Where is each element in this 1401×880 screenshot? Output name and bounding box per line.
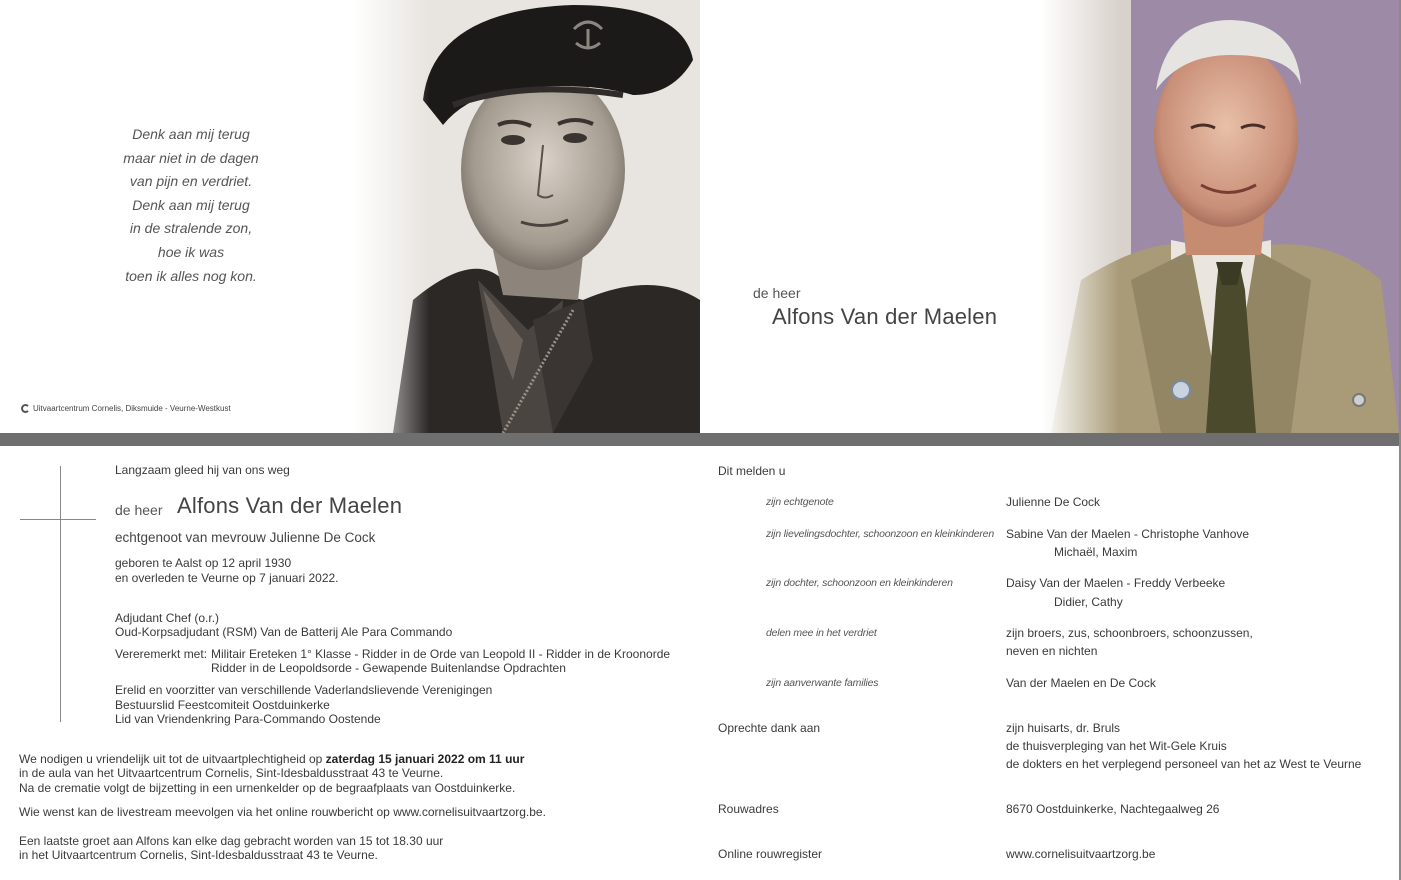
rank-line: Adjudant Chef (o.r.) — [115, 611, 220, 625]
family-member-names: Sabine Van der Maelen - Christophe Vanhove — [1006, 527, 1250, 541]
poem-line: van pijn en verdriet. — [129, 173, 253, 190]
ceremony-line-1 — [19, 752, 524, 766]
poem-line: Denk aan mij terug — [132, 126, 250, 142]
memorial-poem — [101, 123, 281, 288]
role-line: Erelid en voorzitter van verschillende Vaderlandslievende Verenigingen — [115, 683, 493, 697]
rank-line-2: Oud-Korpsadjudant (RSM) Van de Batterij Ale Para Commando — [115, 625, 453, 639]
thanks-line: de thuisverpleging van het Wit-Gele Kruis — [1006, 739, 1227, 753]
cross-icon-horizontal — [20, 519, 96, 520]
family-member-names: Daisy Van der Maelen - Freddy Verbeeke — [1006, 576, 1226, 590]
visit-line-2: in het Uitvaartcentrum Cornelis, Sint-Idesbaldusstraat 43 te Veurne. — [19, 848, 378, 862]
role-line: Bestuurslid Feestcomiteit Oostduinkerke — [115, 698, 330, 712]
funeral-home-name: Uitvaartcentrum Cornelis, Diksmuide - Veurne-Westkust — [33, 404, 231, 413]
cross-icon-vertical — [60, 466, 61, 722]
ceremony-date: zaterdag 15 januari 2022 om 11 uur — [325, 752, 525, 766]
birth-line: geboren te Aalst op 12 april 1930 — [115, 556, 292, 570]
thanks-label: Oprechte dank aan — [718, 721, 821, 735]
family-relation-label: zijn lievelingsdochter, schoonzoon en kleinkinderen — [766, 528, 994, 540]
poem-line: Denk aan mij terug — [132, 196, 250, 213]
portrait-color-illustration — [1041, 0, 1399, 433]
page-separator — [0, 433, 1401, 446]
register-label: Online rouwregister — [718, 847, 823, 861]
ceremony-intro: We nodigen u vriendelijk uit tot de uitvaartplechtigheid op — [19, 752, 326, 766]
family-relation-label: delen mee in het verdriet — [766, 627, 877, 639]
ceremony-line-2: in de aula van het Uitvaartcentrum Cornelis, Sint-Idesbaldusstraat 43 te Veurne. — [19, 766, 444, 780]
honours-line-1: Militair Ereteken 1° Klasse - Ridder in de Orde van Leopold II - Ridder in de Kroonorde — [211, 647, 671, 661]
cover-name: Alfons Van der Maelen — [772, 304, 998, 329]
register-link[interactable]: www.cornelisuitvaartzorg.be — [1006, 847, 1156, 861]
portrait-beret-illustration — [353, 0, 700, 433]
poem-line: toen ik alles nog kon. — [125, 267, 257, 284]
honours-line-2: Ridder in de Leopoldsorde - Gewapende Buitenlandse Opdrachten — [211, 661, 566, 675]
announcement-title: de heer — [115, 502, 163, 518]
mourning-address: 8670 Oostduinkerke, Nachtegaalweg 26 — [1006, 802, 1220, 816]
family-relation-label: zijn aanverwante families — [766, 677, 879, 689]
poem-line: hoe ik was — [157, 243, 225, 260]
family-relation-label: zijn dochter, schoonzoon en kleinkinderen — [766, 577, 953, 589]
death-line: en overleden te Veurne op 7 januari 2022. — [115, 571, 339, 585]
cornelis-logo-icon — [21, 404, 30, 413]
portrait-beret-photo — [353, 0, 700, 433]
intro-text: Langzaam gleed hij van ons weg — [115, 463, 290, 477]
thanks-line: zijn huisarts, dr. Bruls — [1006, 721, 1121, 735]
cover-card — [1, 0, 1399, 433]
family-relation-label: zijn echtgenote — [766, 496, 834, 508]
poem-line: maar niet in de dagen — [123, 149, 259, 166]
honours-label: Vereremerkt met: — [115, 647, 208, 661]
family-member-names: Didier, Cathy — [1054, 595, 1123, 609]
portrait-color-photo — [1041, 0, 1399, 433]
funeral-home-credit — [21, 404, 231, 413]
poem-line: in de stralende zon, — [129, 220, 253, 237]
family-member-names: zijn broers, zus, schoonbroers, schoonzussen, — [1006, 626, 1253, 640]
ceremony-line-3: Na de crematie volgt de bijzetting in een urnenkelder op de begraafplaats van Oostduinkerke. — [19, 781, 516, 795]
family-member-names: Julienne De Cock — [1006, 495, 1101, 509]
cover-title: de heer — [753, 285, 801, 301]
address-label: Rouwadres — [718, 802, 779, 816]
role-line: Lid van Vriendenkring Para-Commando Oostende — [115, 712, 381, 726]
family-member-names: Van der Maelen en De Cock — [1006, 676, 1156, 690]
thanks-line: de dokters en het verplegend personeel van het az West te Veurne — [1006, 757, 1362, 771]
family-member-names: Michaël, Maxim — [1054, 545, 1138, 559]
family-member-names: neven en nichten — [1006, 644, 1098, 658]
livestream-line: Wie wenst kan de livestream meevolgen via het online rouwbericht op www.cornelisuitvaartzorg.be. — [19, 805, 546, 819]
family-heading: Dit melden u — [718, 464, 786, 478]
spouse-line: echtgenoot van mevrouw Julienne De Cock — [115, 530, 376, 545]
announcement-name: Alfons Van der Maelen — [177, 493, 403, 518]
visit-line-1: Een laatste groet aan Alfons kan elke dag gebracht worden van 15 tot 18.30 uur — [19, 834, 444, 848]
